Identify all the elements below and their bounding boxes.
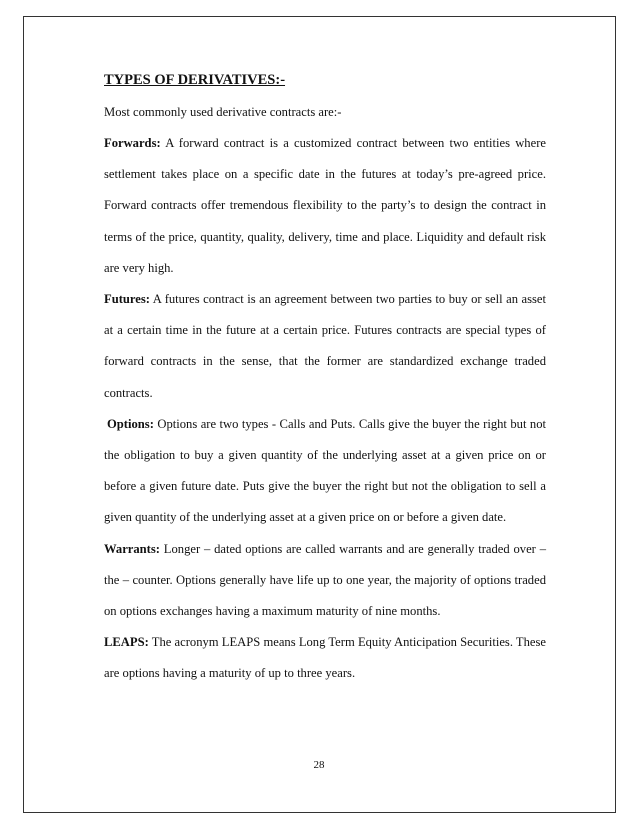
paragraph-warrants — [104, 534, 546, 628]
term-leaps: LEAPS: — [104, 635, 149, 650]
term-warrants: Warrants: — [104, 541, 160, 556]
section-heading: TYPES OF DERIVATIVES:- — [104, 72, 286, 88]
term-futures: Futures: — [104, 292, 150, 307]
paragraph-forwards — [104, 128, 546, 284]
intro-line: Most commonly used derivative contracts are:- — [104, 105, 342, 119]
term-options: Options: — [107, 416, 154, 431]
definition-options: Options are two types - Calls and Puts. Calls give the buyer the right but not the obligation to buy a given quantity of the underlying asset at a given price on or before a given future date. Puts give the buyer the right but not the obligation to sell a given quantity of the underlying asset at a given price on or before a given date. — [104, 416, 547, 525]
paragraph-options — [104, 409, 546, 534]
document-body — [104, 64, 546, 690]
paragraph-futures — [104, 284, 546, 409]
definition-leaps: The acronym LEAPS means Long Term Equity Anticipation Securities. These are options having a maturity of up to three years. — [104, 635, 546, 681]
definition-forwards: A forward contract is a customized contract between two entities where settlement takes place on a specific date in the futures at today’s pre-agreed price. Forward contracts offer tremendous flexibility to the party’s to design the contract in terms of the price, quantity, quality, delivery, time and place. Liquidity and default risk are very high. — [104, 136, 546, 275]
term-forwards: Forwards: — [104, 136, 161, 150]
definition-futures: A futures contract is an agreement between two parties to buy or sell an asset at a certain time in the future at a certain price. Futures contracts are special types of forward contracts in the sense, that the former are standardized exchange traded contracts. — [104, 292, 546, 400]
page-number: 28 — [313, 759, 325, 771]
definition-warrants: Longer – dated options are called warrants and are generally traded over – the – counter. Options generally have life up to one year, the majority of options traded on options exchanges having a maximum maturity of nine months. — [104, 541, 546, 619]
paragraph-leaps — [104, 627, 546, 689]
